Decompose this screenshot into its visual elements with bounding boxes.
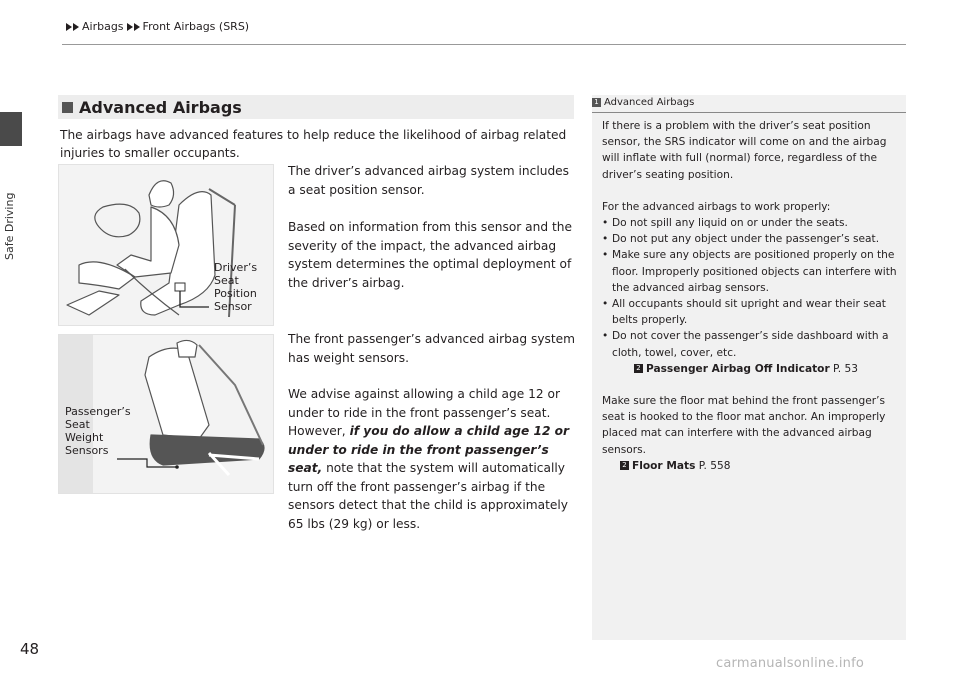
passenger-paragraph-2a: We advise against allowing a child age 12 or under to ride in the front passenger’s seat. However, — [288, 387, 560, 438]
callout-line: Position — [214, 287, 257, 300]
callout-line: Seat — [214, 274, 239, 287]
breadcrumb-arrow-icon — [134, 23, 140, 31]
note-bullet: • Do not put any object under the passenger’s seat. — [602, 231, 898, 247]
note-number-icon: 1 — [592, 98, 601, 107]
note-heading — [592, 97, 904, 108]
reference-arrow-icon: 2 — [634, 364, 643, 373]
callout-line: Seat — [65, 418, 90, 431]
intro-paragraph: The airbags have advanced features to help reduce the likelihood of airbag related injuries to smaller occupants. — [60, 128, 567, 160]
reference-label: Floor Mats — [632, 459, 696, 472]
callout-line: Sensors — [65, 444, 109, 457]
breadcrumb — [66, 20, 249, 33]
breadcrumb-item-front-airbags[interactable]: Front Airbags (SRS) — [142, 20, 250, 33]
driver-seat-sensor-callout — [214, 261, 257, 313]
reference-floor-mats[interactable] — [602, 458, 898, 474]
passenger-seat-figure — [58, 334, 274, 494]
callout-line: Weight — [65, 431, 104, 444]
passenger-paragraph-2c: note that the system will automatically turn off the front passenger’s airbag if the sensors detect that the child is approximately 65 lbs (29 kg) or less. — [288, 461, 568, 531]
breadcrumb-arrow-icon — [66, 23, 72, 31]
note-bullet: • Do not cover the passenger’s side dashboard with a cloth, towel, cover, etc. — [602, 328, 898, 360]
reference-passenger-airbag-off[interactable] — [602, 361, 898, 377]
breadcrumb-arrow-icon — [127, 23, 133, 31]
passenger-warning-emphasis: if you do allow a child age 12 or under to ride in the front passenger’s seat, — [288, 424, 570, 475]
note-bullet-list — [602, 215, 898, 361]
note-bullet: • Make sure any objects are positioned properly on the floor. Improperly positioned objects can interfere with the advanced airbag sensors. — [602, 247, 898, 296]
note-paragraph-3: Make sure the floor mat behind the front passenger’s seat is hooked to the floor mat anchor. An improperly placed mat can interfere with the advanced airbag sensors. — [602, 395, 886, 456]
driver-paragraph-2: Based on information from this sensor and the severity of the impact, the advanced airbag system determines the optimal deployment of the driver’s airbag. — [288, 220, 572, 290]
note-body — [602, 118, 898, 474]
callout-line: Driver’s — [214, 261, 258, 274]
side-tab-label: Safe Driving — [3, 192, 16, 260]
watermark-text: carmanualsonline.info — [716, 656, 865, 671]
callout-line: Sensor — [214, 300, 252, 313]
note-title: Advanced Airbags — [604, 97, 695, 108]
side-tab-marker — [0, 112, 22, 146]
breadcrumb-item-airbags[interactable]: Airbags — [82, 20, 124, 33]
note-bullet: • Do not spill any liquid on or under the seats. — [602, 215, 898, 231]
passenger-paragraph-1: The front passenger’s advanced airbag system has weight sensors. — [288, 332, 576, 365]
reference-arrow-icon: 2 — [620, 461, 629, 470]
page-number: 48 — [20, 640, 40, 658]
note-rule — [592, 112, 906, 113]
section-square-icon — [62, 102, 73, 113]
passenger-weight-sensors-callout — [65, 405, 131, 457]
callout-line: Passenger’s — [65, 405, 131, 418]
header-rule — [62, 44, 906, 45]
note-paragraph-2: For the advanced airbags to work properly: — [602, 200, 831, 213]
reference-label: Passenger Airbag Off Indicator — [646, 362, 830, 375]
note-paragraph-1: If there is a problem with the driver’s seat position sensor, the SRS indicator will come on and the airbag will inflate with full (normal) force, regardless of the driver’s seating position. — [602, 120, 887, 181]
reference-page: P. 558 — [695, 459, 731, 472]
driver-paragraph-1: The driver’s advanced airbag system includes a seat position sensor. — [288, 164, 570, 197]
section-title: Advanced Airbags — [79, 97, 242, 117]
passenger-paragraph-2 — [288, 385, 578, 533]
note-bullet: • All occupants should sit upright and wear their seat belts properly. — [602, 296, 898, 328]
breadcrumb-arrow-icon — [73, 23, 79, 31]
driver-seat-figure — [58, 164, 274, 326]
reference-page: P. 53 — [829, 362, 859, 375]
section-heading-bar — [58, 95, 574, 119]
